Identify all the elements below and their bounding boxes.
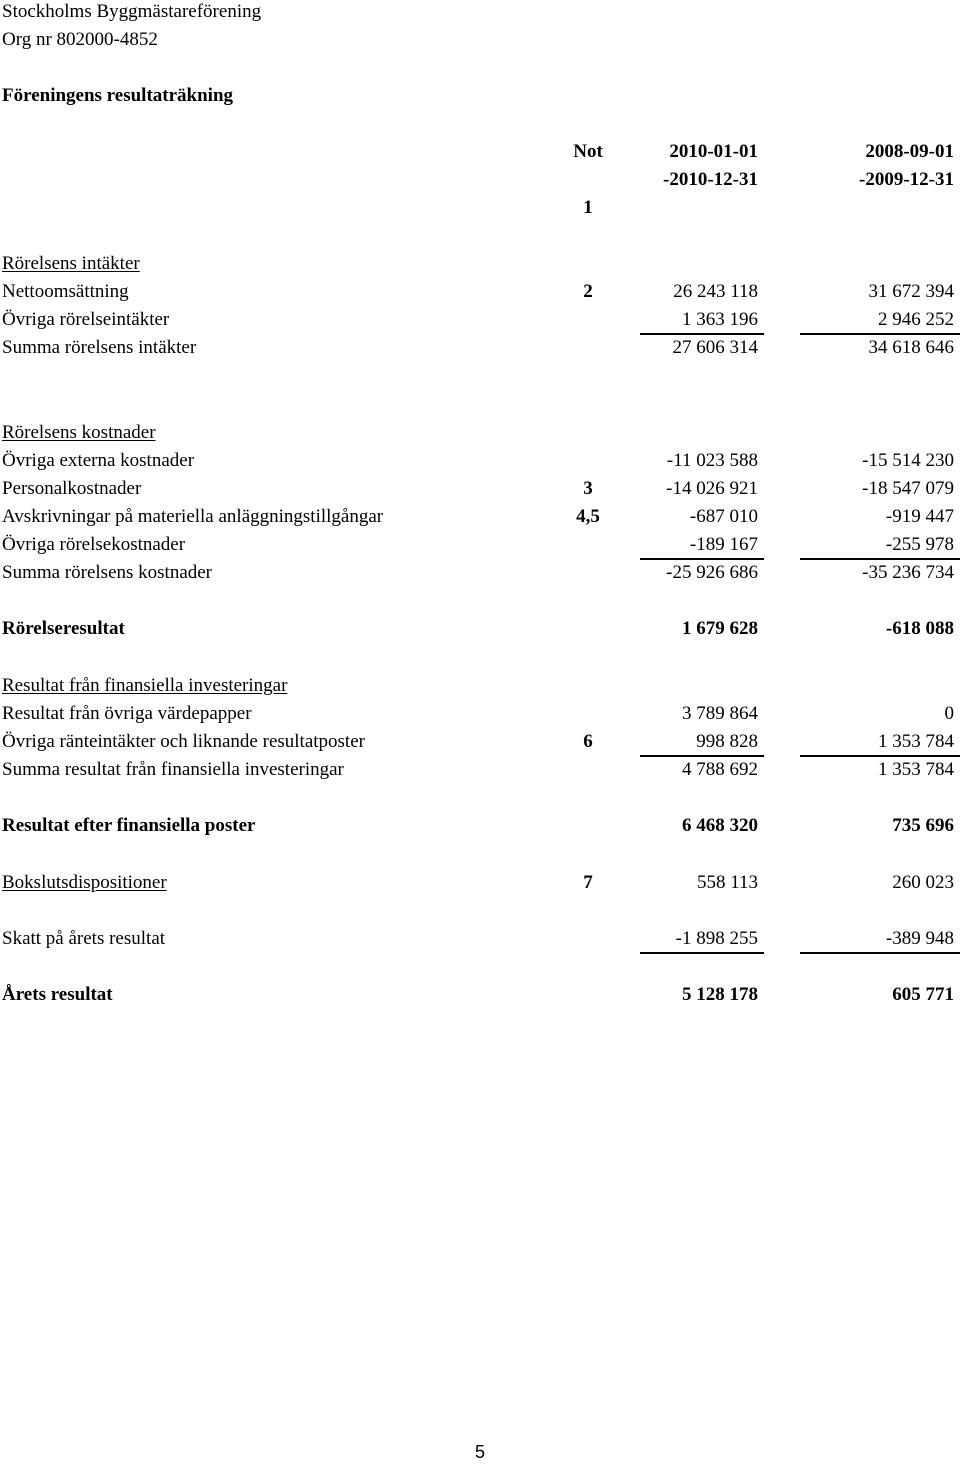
row-label: Personalkostnader: [2, 478, 142, 499]
period2-start: 2008-09-01: [865, 141, 954, 162]
row-note: 7: [583, 872, 593, 893]
row-value-period2: 735 696: [892, 815, 954, 836]
page-number: 5: [474, 1442, 485, 1462]
row-value-period2: -389 948: [885, 928, 954, 949]
row-label: Avskrivningar på materiella anläggningstillgångar: [2, 506, 384, 527]
row-value-period1: 4 788 692: [682, 759, 758, 780]
row-value-period1: 6 468 320: [682, 815, 758, 836]
row-label: Nettoomsättning: [2, 281, 129, 302]
statement-title: Föreningens resultaträkning: [2, 85, 234, 106]
row-label: Resultat från övriga värdepapper: [2, 703, 252, 724]
row-note: 4,5: [576, 506, 600, 527]
row-value-period1: 3 789 864: [682, 703, 758, 724]
row-value-period2: 31 672 394: [868, 281, 954, 302]
row-value-period2: 260 023: [892, 872, 954, 893]
row-value-period2: -15 514 230: [862, 450, 954, 471]
row-label: Övriga rörelsekostnader: [2, 534, 186, 555]
not-column-header: Not: [573, 141, 603, 162]
row-value-period1: 1 363 196: [682, 309, 758, 330]
row-label: Bokslutsdispositioner: [2, 872, 167, 893]
row-value-period2: 605 771: [892, 984, 954, 1005]
row-value-period1: 998 828: [696, 731, 758, 752]
sum-rule: [640, 558, 764, 560]
row-value-period1: -14 026 921: [666, 478, 758, 499]
row-label: Övriga externa kostnader: [2, 450, 195, 471]
row-label: Summa rörelsens intäkter: [2, 337, 197, 358]
sum-rule: [640, 333, 764, 335]
row-note: 6: [583, 731, 593, 752]
sum-rule: [800, 755, 960, 757]
row-label: Rörelseresultat: [2, 618, 125, 639]
row-value-period1: -687 010: [689, 506, 758, 527]
row-label: Övriga rörelseintäkter: [2, 309, 170, 330]
sum-rule: [640, 755, 764, 757]
row-value-period1: 5 128 178: [682, 984, 758, 1005]
row-value-period2: -919 447: [885, 506, 954, 527]
section-heading-intakter: Rörelsens intäkter: [2, 253, 140, 274]
row-value-period1: 27 606 314: [672, 337, 758, 358]
sum-rule: [800, 952, 960, 954]
section-heading-kostnader: Rörelsens kostnader: [2, 422, 156, 443]
row-label: Skatt på årets resultat: [2, 928, 166, 949]
row-value-period2: 1 353 784: [878, 731, 954, 752]
row-note: 2: [583, 281, 593, 302]
row-label: Övriga ränteintäkter och liknande resultatposter: [2, 731, 365, 752]
row-value-period2: -618 088: [885, 618, 954, 639]
row-value-period2: -18 547 079: [862, 478, 954, 499]
period2-end: -2009-12-31: [859, 169, 954, 190]
org-number: Org nr 802000-4852: [2, 29, 158, 50]
row-value-period1: 558 113: [696, 872, 758, 893]
row-label: Summa resultat från finansiella investeringar: [2, 759, 344, 780]
sum-rule: [640, 952, 764, 954]
row-value-period1: 1 679 628: [682, 618, 758, 639]
row-value-period1: -11 023 588: [666, 450, 758, 471]
row-label: Resultat efter finansiella poster: [2, 815, 256, 836]
row-value-period1: 26 243 118: [673, 281, 758, 302]
row-value-period1: -189 167: [689, 534, 758, 555]
period1-start: 2010-01-01: [669, 141, 758, 162]
row-value-period2: 0: [944, 703, 954, 724]
row-value-period2: -255 978: [885, 534, 954, 555]
org-name: Stockholms Byggmästareförening: [2, 1, 262, 22]
row-label: Summa rörelsens kostnader: [2, 562, 213, 583]
sum-rule: [800, 333, 960, 335]
row-value-period1: -25 926 686: [666, 562, 758, 583]
row-note: 3: [583, 478, 593, 499]
row-value-period2: -35 236 734: [862, 562, 954, 583]
row-value-period2: 1 353 784: [878, 759, 954, 780]
row-value-period1: -1 898 255: [675, 928, 758, 949]
sum-rule: [800, 558, 960, 560]
row-label: Årets resultat: [2, 984, 113, 1005]
row-value-period2: 2 946 252: [878, 309, 954, 330]
not-column-header-value: 1: [583, 197, 593, 218]
period1-end: -2010-12-31: [663, 169, 758, 190]
section-heading-finansiella: Resultat från finansiella investeringar: [2, 675, 288, 696]
row-value-period2: 34 618 646: [868, 337, 954, 358]
